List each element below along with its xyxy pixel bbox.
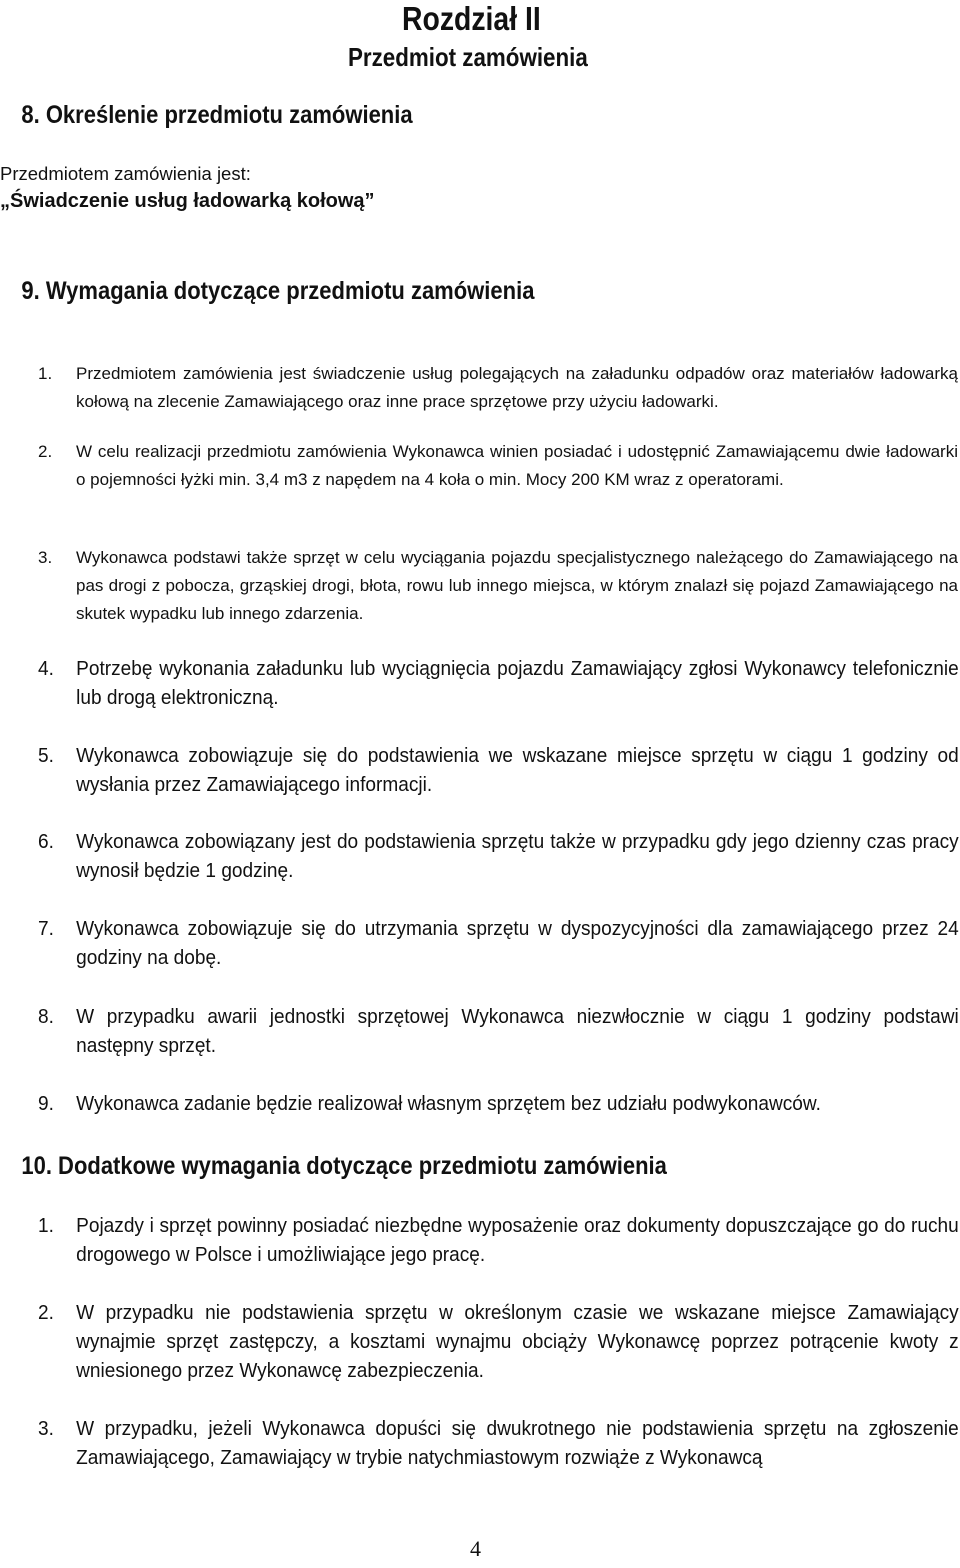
chapter-subtitle: Przedmiot zamówienia — [348, 42, 588, 72]
list-item-text: Wykonawca zobowiązany jest do podstawienia sprzętu także w przypadku gdy jego dzienny czas pracy wynosił będzie 1 godzinę. — [76, 830, 959, 882]
list-item — [38, 1211, 959, 1269]
list-item — [38, 654, 959, 712]
list-item — [38, 438, 958, 494]
list-item-number: 3. — [38, 548, 53, 567]
list-item-text: W przypadku, jeżeli Wykonawca dopuści się dwukrotnego nie podstawienia sprzętu na zgłoszenie Zamawiającego, Zamawiający w trybie natychmiastowym rozwiąże z Wykonawcą — [76, 1417, 959, 1469]
list-item-number: 5. — [38, 744, 54, 767]
list-item — [38, 1002, 959, 1060]
page-number: 4 — [470, 1536, 481, 1561]
list-item-text: W przypadku nie podstawienia sprzętu w określonym czasie we wskazane miejsce Zamawiający wynajmie sprzęt zastępczy, a kosztami wynajmu obciąży Wykonawcę poprzez potrącenie kwoty z wniesionego przez Wykonawcę zabezpieczenia. — [76, 1301, 959, 1382]
list-item — [38, 741, 959, 799]
section-8-intro: Przedmiotem zamówienia jest: — [0, 163, 251, 184]
list-item-text: Potrzebę wykonania załadunku lub wyciągnięcia pojazdu Zamawiający zgłosi Wykonawcy telefonicznie lub drogą elektroniczną. — [76, 657, 959, 709]
list-item — [38, 914, 959, 972]
list-item-text: Przedmiotem zamówienia jest świadczenie usług polegających na załadunku odpadów oraz materiałów ładowarką kołową na zlecenie Zamawiającego oraz inne prace sprzętowe przy użyciu ładowarki. — [76, 364, 958, 411]
list-item-number: 2. — [38, 442, 53, 461]
section-10-title: 10. Dodatkowe wymagania dotyczące przedmiotu zamówienia — [21, 1152, 667, 1180]
section-8-heading — [2, 100, 413, 130]
section-9-heading — [2, 276, 534, 306]
list-item-number: 8. — [38, 1005, 54, 1028]
list-item-text: Wykonawca zobowiązuje się do utrzymania sprzętu w dyspozycyjności dla zamawiającego przez 24 godziny na dobę. — [76, 917, 959, 969]
list-item-number: 7. — [38, 917, 54, 940]
list-item-number: 6. — [38, 830, 54, 853]
list-item — [38, 544, 958, 628]
list-item — [38, 360, 958, 416]
list-item-number: 1. — [38, 364, 53, 383]
list-item-text: W przypadku awarii jednostki sprzętowej Wykonawca niezwłocznie w ciągu 1 godziny podstawi następny sprzęt. — [76, 1005, 959, 1057]
list-item-text: Wykonawca zadanie będzie realizował własnym sprzętem bez udziału podwykonawców. — [76, 1092, 821, 1115]
section-10-heading — [2, 1151, 667, 1181]
list-item-text: Pojazdy i sprzęt powinny posiadać niezbędne wyposażenie oraz dokumenty dopuszczające go do ruchu drogowego w Polsce i umożliwiające jego pracę. — [76, 1214, 959, 1266]
list-item — [38, 827, 959, 885]
list-item-text: W celu realizacji przedmiotu zamówienia Wykonawca winien posiadać i udostępnić Zamawiającemu dwie ładowarki o pojemności łyżki min. 3,4 m3 z napędem na 4 koła o min. Mocy 200 KM wraz z operatorami. — [76, 442, 958, 489]
section-9-title: 9. Wymagania dotyczące przedmiotu zamówienia — [21, 277, 535, 305]
list-item-number: 2. — [38, 1301, 54, 1324]
section-8-subject: „Świadczenie usług ładowarką kołową” — [0, 190, 375, 212]
list-item — [38, 1414, 959, 1472]
list-item-number: 9. — [38, 1092, 54, 1115]
section-8-title: 8. Określenie przedmiotu zamówienia — [21, 101, 413, 129]
chapter-title: Rozdział II — [402, 0, 541, 37]
list-item — [38, 1298, 959, 1385]
list-item — [38, 1089, 959, 1118]
list-item-text: Wykonawca zobowiązuje się do podstawienia we wskazane miejsce sprzętu w ciągu 1 godziny od wysłania przez Zamawiającego informacji. — [76, 744, 959, 796]
list-item-number: 1. — [38, 1214, 54, 1237]
list-item-text: Wykonawca podstawi także sprzęt w celu wyciągania pojazdu specjalistycznego należącego do Zamawiającego na pas drogi z pobocza, grząskiej drogi, błota, rowu lub innego miejsca, w którym znalazł się pojazd Zamawiającego na skutek wypadku lub innego zdarzenia. — [76, 548, 958, 623]
list-item-number: 3. — [38, 1417, 54, 1440]
list-item-number: 4. — [38, 657, 54, 680]
